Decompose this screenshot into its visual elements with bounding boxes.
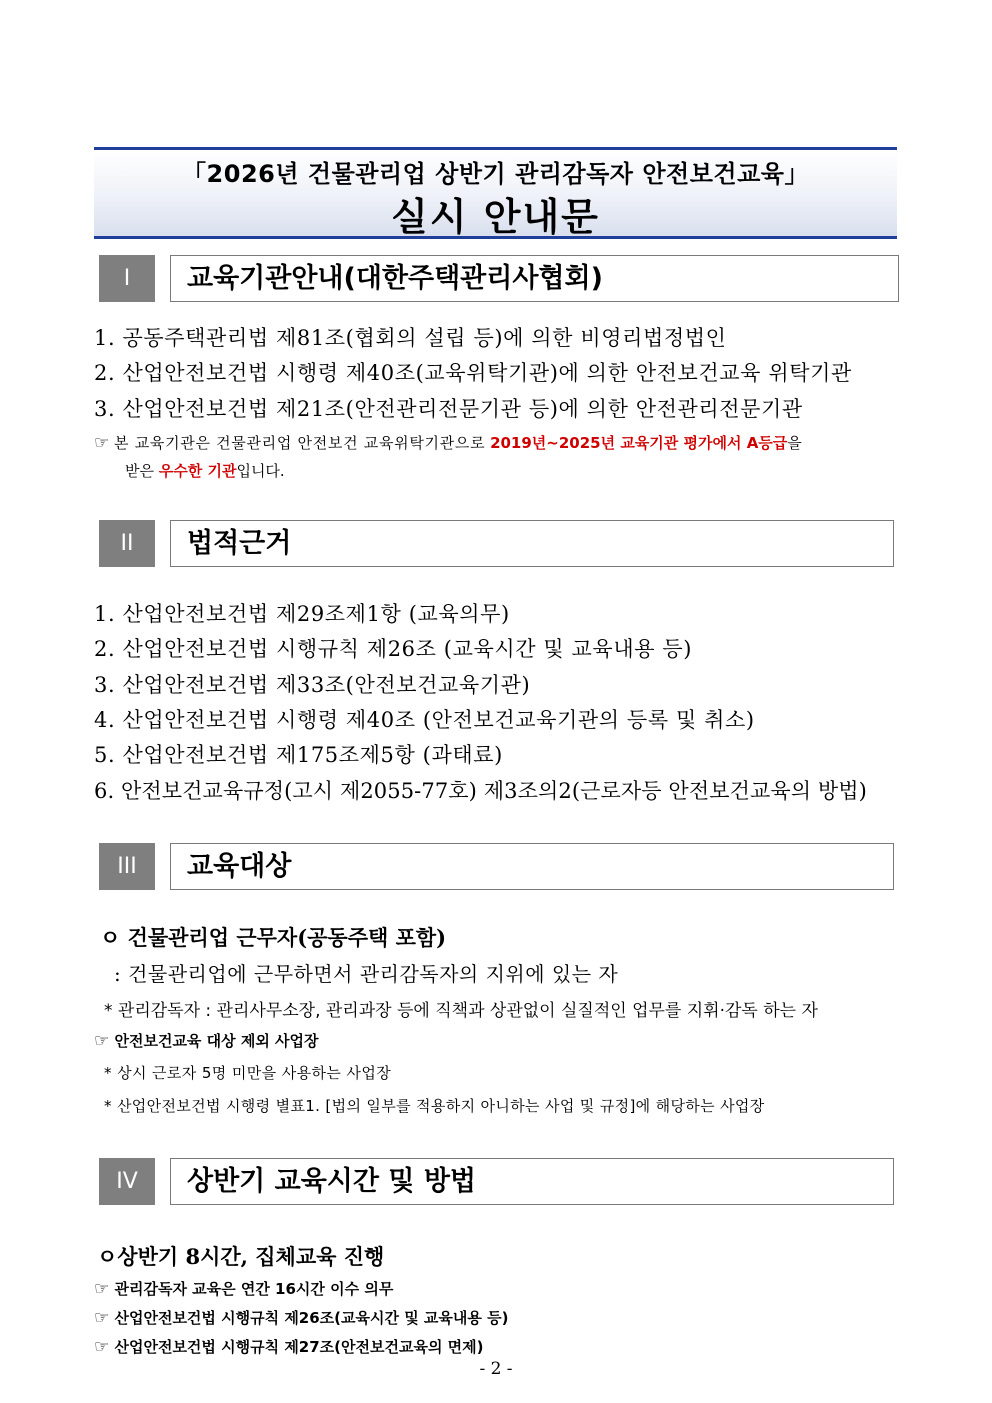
section-2-item-2: 2. 산업안전보건법 시행규칙 제26조 (교육시간 및 교육내용 등) <box>94 637 693 661</box>
section-1-note-line-2 <box>125 460 285 481</box>
section-1-title: 교육기관안내(대한주택관리사협회) <box>170 255 899 302</box>
section-2-item-4: 4. 산업안전보건법 시행령 제40조 (안전보건교육기관의 등록 및 취소) <box>94 708 755 732</box>
title-line-2: 실시 안내문 <box>391 195 600 239</box>
section-3-exclusion-2: * 산업안전보건법 시행령 별표1. [법의 일부를 적용하지 아니하는 사업 및 규정]에 해당하는 사업장 <box>104 1097 765 1115</box>
section-1-item-3: 3. 산업안전보건법 제21조(안전관리전문기관 등)에 의한 안전관리전문기관 <box>94 397 803 421</box>
page-number: - 2 - <box>479 1359 513 1379</box>
section-4-note-1 <box>94 1278 393 1299</box>
note-text: 받은 <box>125 462 154 480</box>
section-4-number: IV <box>99 1158 155 1205</box>
section-3-number: III <box>99 843 155 890</box>
section-1-item-2: 2. 산업안전보건법 시행령 제40조(교육위탁기관)에 의한 안전보건교육 위탁기관 <box>94 361 852 385</box>
section-2-item-6: 6. 안전보건교육규정(고시 제2055-77호) 제3조의2(근로자등 안전보건교육의 방법) <box>94 779 867 803</box>
note-text-end: 입니다. <box>236 462 285 480</box>
section-3-title: 교육대상 <box>170 843 894 890</box>
pointing-hand-icon: ☞ <box>94 1279 110 1299</box>
section-3-target-desc: : 건물관리업에 근무하면서 관리감독자의 지위에 있는 자 <box>114 962 619 986</box>
note-text: 산업안전보건법 시행규칙 제27조(안전보건교육의 면제) <box>114 1338 484 1356</box>
pointing-hand-icon: ☞ <box>94 433 110 453</box>
exclusion-title: 안전보건교육 대상 제외 사업장 <box>114 1032 319 1050</box>
section-3-exclusion-1: * 상시 근로자 5명 미만을 사용하는 사업장 <box>104 1064 392 1082</box>
note-highlight-excellent: 우수한 기관 <box>158 462 237 480</box>
section-2-item-1: 1. 산업안전보건법 제29조제1항 (교육의무) <box>94 602 510 626</box>
section-1-number: I <box>99 255 155 302</box>
title-line-1: 「2026년 건물관리업 상반기 관리감독자 안전보건교육」 <box>182 160 809 188</box>
title-banner <box>94 147 897 239</box>
pointing-hand-icon: ☞ <box>94 1031 110 1051</box>
note-text: 관리감독자 교육은 연간 16시간 이수 의무 <box>114 1280 394 1298</box>
section-3-exclusion-title-row <box>94 1030 319 1051</box>
section-1-item-1: 1. 공동주택관리법 제81조(협회의 설립 등)에 의한 비영리법정법인 <box>94 326 727 350</box>
pointing-hand-icon: ☞ <box>94 1308 110 1328</box>
section-4-note-2 <box>94 1307 508 1328</box>
section-3-definition: * 관리감독자 : 관리사무소장, 관리과장 등에 직책과 상관없이 실질적인 업무를 지휘·감독 하는 자 <box>104 1001 818 1021</box>
section-2-item-5: 5. 산업안전보건법 제175조제5항 (과태료) <box>94 743 503 767</box>
section-2-title: 법적근거 <box>170 520 894 567</box>
note-text: 산업안전보건법 시행규칙 제26조(교육시간 및 교육내용 등) <box>114 1309 509 1327</box>
section-2-number: II <box>99 520 155 567</box>
section-4-headline: ㅇ상반기 8시간, 집체교육 진행 <box>97 1244 385 1269</box>
note-highlight-grade: 2019년~2025년 교육기관 평가에서 A등급 <box>490 434 788 452</box>
pointing-hand-icon: ☞ <box>94 1337 110 1357</box>
section-4-title: 상반기 교육시간 및 방법 <box>170 1158 894 1205</box>
section-2-item-3: 3. 산업안전보건법 제33조(안전보건교육기관) <box>94 673 531 697</box>
note-text: 본 교육기관은 건물관리업 안전보건 교육위탁기관으로 <box>114 434 486 452</box>
section-1-note-line-1 <box>94 432 802 453</box>
section-3-target: ㅇ 건물관리업 근무자(공동주택 포함) <box>100 925 447 950</box>
note-text-end: 을 <box>787 434 802 452</box>
section-4-note-3 <box>94 1336 484 1357</box>
